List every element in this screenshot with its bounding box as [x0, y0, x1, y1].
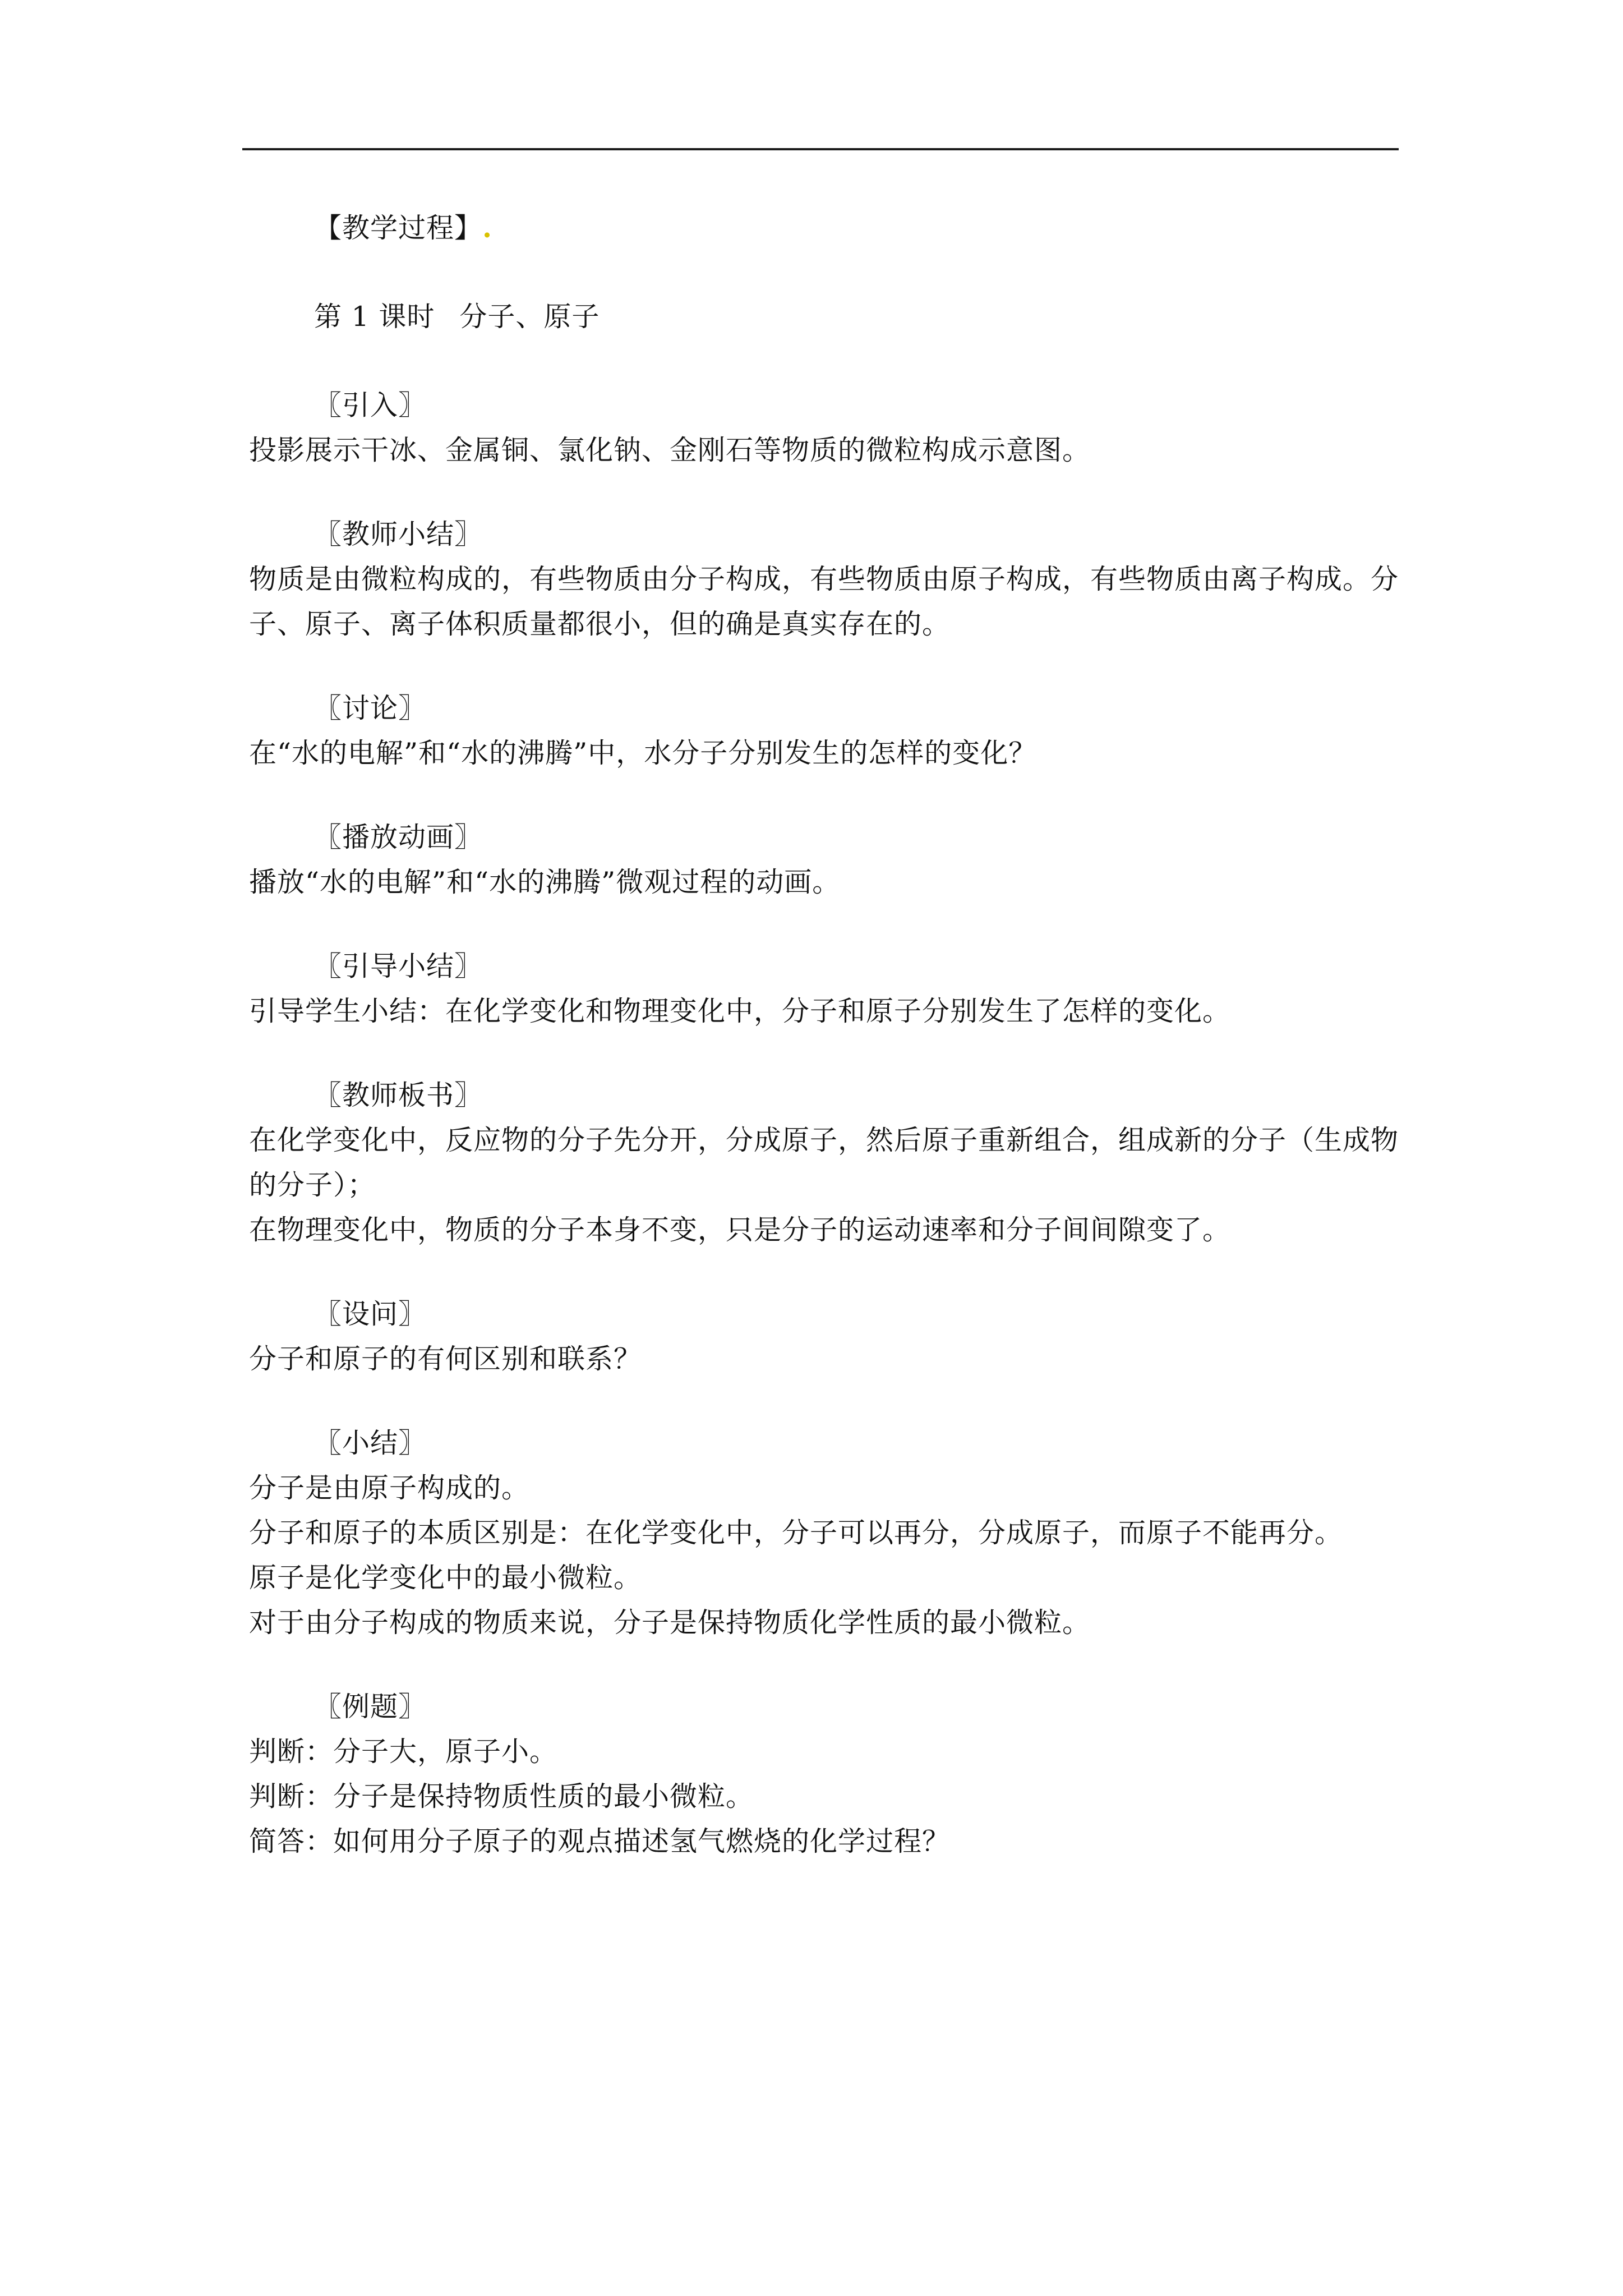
section-heading: 〖引导小结〗: [314, 950, 483, 982]
section-heading: 〖例题〗: [314, 1691, 427, 1723]
title-dot-mark: .: [482, 211, 493, 244]
section-heading: 〖播放动画〗: [314, 821, 483, 853]
section-heading: 〖引入〗: [314, 389, 427, 421]
section-line: 判断：分子大，原子小。: [249, 1736, 558, 1768]
section-guided-summary: [249, 944, 1404, 1034]
lesson-title: 分子、原子: [459, 301, 600, 333]
section-line: 分子和原子的有何区别和联系？: [249, 1343, 642, 1375]
header-rule: [242, 148, 1399, 150]
lesson-title-line: [249, 295, 1404, 339]
section-line: 在“水的电解”和“水的沸腾”中，水分子分别发生的怎样的变化？: [249, 737, 1037, 769]
section-line: 物质是由微粒构成的，有些物质由分子构成，有些物质由原子构成，有些物质由离子构成。分子、原子、离子体积质量都很小，但的确是真实存在的。: [249, 563, 1399, 640]
section-line: 播放“水的电解”和“水的沸腾”微观过程的动画。: [249, 866, 841, 898]
section-intro: [249, 383, 1404, 473]
section-teacher-summary: [249, 512, 1404, 647]
section-line: 分子是由原子构成的。: [249, 1472, 530, 1504]
section-line: 分子和原子的本质区别是：在化学变化中，分子可以再分，分成原子，而原子不能再分。: [249, 1517, 1343, 1549]
section-question: [249, 1292, 1404, 1382]
process-title: [249, 205, 1404, 251]
section-heading: 〖教师小结〗: [314, 518, 483, 550]
document-body: [249, 205, 1404, 1864]
section-line: 原子是化学变化中的最小微粒。: [249, 1562, 642, 1594]
section-heading: 〖小结〗: [314, 1427, 427, 1459]
section-line: 投影展示干冰、金属铜、氯化钠、金刚石等物质的微粒构成示意图。: [249, 434, 1091, 466]
section-animation: [249, 815, 1404, 905]
section-line: 引导学生小结：在化学变化和物理变化中，分子和原子分别发生了怎样的变化。: [249, 995, 1231, 1027]
process-title-text: 【教学过程】: [314, 212, 483, 244]
section-heading: 〖教师板书〗: [314, 1079, 483, 1111]
section-line: 判断：分子是保持物质性质的最小微粒。: [249, 1780, 754, 1812]
section-line: 简答：如何用分子原子的观点描述氢气燃烧的化学过程？: [249, 1825, 951, 1857]
section-heading: 〖设问〗: [314, 1298, 427, 1330]
section-line: 对于由分子构成的物质来说，分子是保持物质化学性质的最小微粒。: [249, 1607, 1091, 1639]
section-line: 在化学变化中，反应物的分子先分开，分成原子，然后原子重新组合，组成新的分子（生成物的分子）；: [249, 1124, 1399, 1201]
section-heading: 〖讨论〗: [314, 692, 427, 724]
section-line: 在物理变化中，物质的分子本身不变，只是分子的运动速率和分子间间隙变了。: [249, 1214, 1231, 1246]
section-examples: [249, 1685, 1404, 1864]
section-discussion: [249, 686, 1404, 776]
section-summary: [249, 1421, 1404, 1645]
lesson-number: 第 1 课时: [314, 301, 435, 333]
section-blackboard: [249, 1073, 1404, 1253]
